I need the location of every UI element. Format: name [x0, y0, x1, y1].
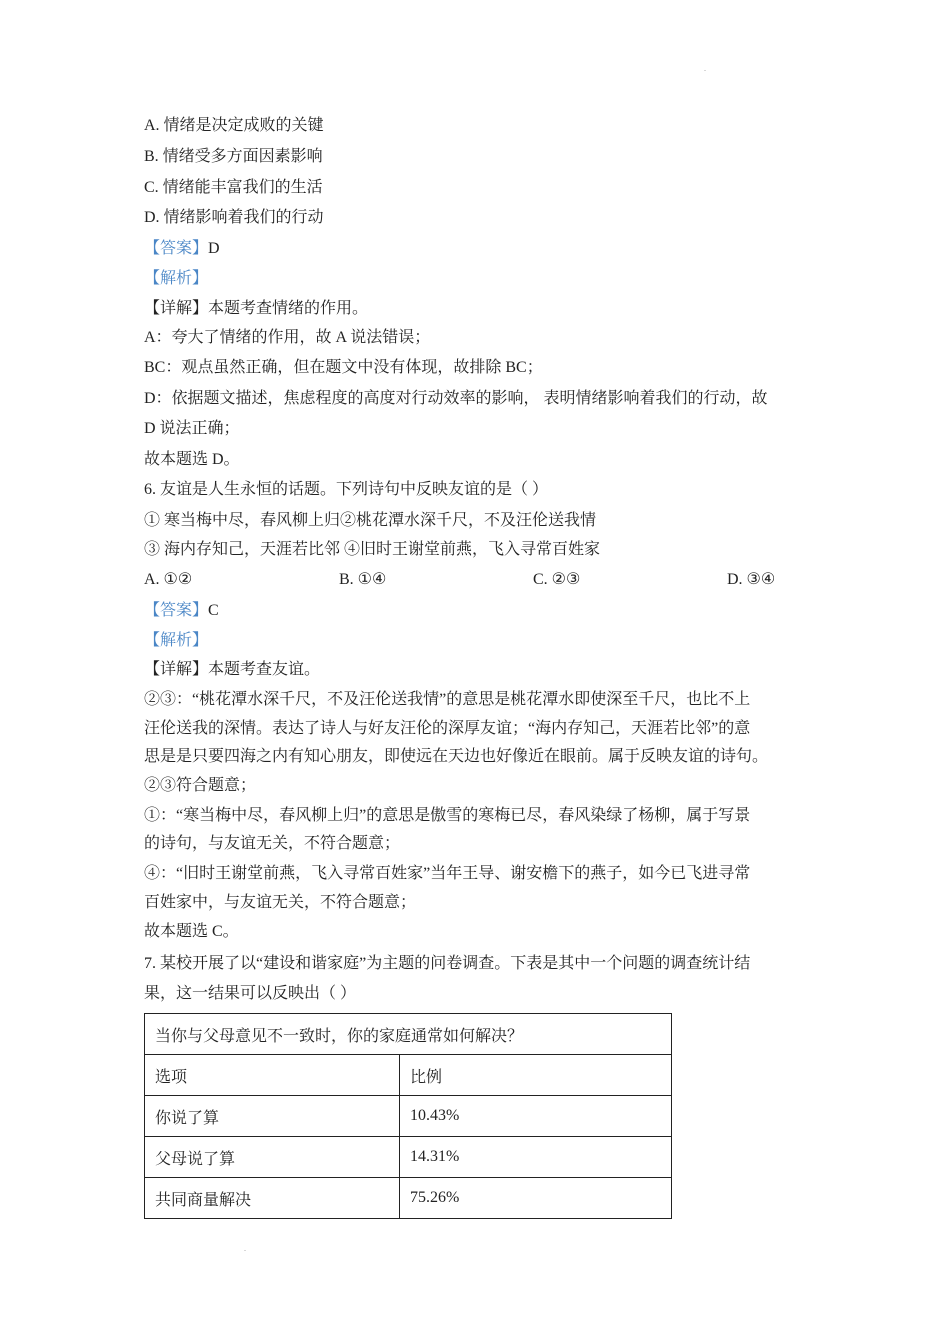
table-row — [145, 1055, 672, 1096]
q6-option-d: D. ③④ — [727, 571, 776, 588]
q6-item-line: ③ 海内存知己，天涯若比邻 ④旧时王谢堂前燕，飞入寻常百姓家 — [144, 541, 601, 558]
q6-detail-line: 思是是只要四海之内有知心朋友，即使远在天边也好像近在眼前。属于反映友谊的诗句。 — [144, 748, 769, 765]
q6-option-a: A. ①② — [144, 571, 193, 588]
q5-detail-line: A：夸大了情绪的作用，故 A 说法错误； — [144, 329, 431, 346]
q6-detail-line: ④：“旧时王谢堂前燕，飞入寻常百姓家”当年王导、谢安檐下的燕子，如今已飞进寻常 — [144, 865, 751, 882]
q5-option-b: B. 情绪受多方面因素影响 — [144, 148, 323, 165]
q7-stem-line: 7. 某校开展了以“建设和谐家庭”为主题的问卷调查。下表是其中一个问题的调查统计结 — [144, 955, 751, 972]
table-row — [145, 1137, 672, 1178]
table-row — [145, 1096, 672, 1137]
answer-value: C — [208, 602, 219, 619]
q6-detail-line: 百姓家中，与友谊无关，不符合题意； — [144, 894, 417, 911]
q5-option-c: C. 情绪能丰富我们的生活 — [144, 179, 323, 196]
q5-detail-line: 【详解】本题考查情绪的作用。 — [144, 300, 369, 317]
page-mark: . — [704, 64, 706, 73]
q6-detail-line: 汪伦送我的深情。表达了诗人与好友汪伦的深厚友谊；“海内存知己，天涯若比邻”的意 — [144, 720, 751, 737]
q5-analysis-label: 【解析】 — [144, 270, 209, 287]
q5-option-a: A. 情绪是决定成败的关键 — [144, 117, 324, 134]
table-cell: 14.31% — [400, 1137, 672, 1178]
q6-option-c: C. ②③ — [533, 571, 581, 588]
q5-detail-line: BC：观点虽然正确，但在题文中没有体现，故排除 BC； — [144, 359, 543, 376]
table-row — [145, 1178, 672, 1219]
q5-option-d: D. 情绪影响着我们的行动 — [144, 209, 324, 226]
page-mark: . — [244, 1244, 246, 1253]
q6-option-b: B. ①④ — [339, 571, 387, 588]
answer-value: D — [208, 240, 220, 257]
q5-detail-line: D：依据题文描述，焦虑程度的高度对行动效率的影响， 表明情绪影响着我们的行动，故 — [144, 390, 768, 407]
q6-detail-line: 的诗句，与友谊无关，不符合题意； — [144, 835, 401, 852]
table-cell: 共同商量解决 — [145, 1178, 400, 1219]
q6-detail-line: ①：“寒当梅中尽，春风柳上归”的意思是傲雪的寒梅已尽，春风染绿了杨柳，属于写景 — [144, 807, 751, 824]
table-cell: 10.43% — [400, 1096, 672, 1137]
answer-label: 【答案】 — [144, 602, 209, 619]
answer-label: 【答案】 — [144, 240, 209, 257]
q6-answer — [144, 601, 219, 621]
q5-answer — [144, 239, 220, 259]
q6-detail-line: 【详解】本题考查友谊。 — [144, 661, 321, 678]
table-cell: 父母说了算 — [145, 1137, 400, 1178]
q6-detail-line: ②③：“桃花潭水深千尺，不及汪伦送我情”的意思是桃花潭水即使深至千尺，也比不上 — [144, 691, 751, 708]
q5-detail-line: 故本题选 D。 — [144, 451, 240, 468]
q6-detail-line: ②③符合题意； — [144, 777, 257, 794]
table-cell: 75.26% — [400, 1178, 672, 1219]
q5-detail-line: D 说法正确； — [144, 420, 240, 437]
q6-item-line: ① 寒当梅中尽，春风柳上归②桃花潭水深千尺，不及汪伦送我情 — [144, 512, 597, 529]
q6-analysis-label: 【解析】 — [144, 632, 209, 649]
table-header-ratio: 比例 — [400, 1055, 672, 1096]
q6-detail-line: 故本题选 C。 — [144, 923, 239, 940]
table-question: 当你与父母意见不一致时，你的家庭通常如何解决？ — [145, 1014, 672, 1055]
survey-table — [144, 1013, 672, 1219]
table-header-option: 选项 — [145, 1055, 400, 1096]
table-row — [145, 1014, 672, 1055]
q7-stem-line: 果，这一结果可以反映出（ ） — [144, 985, 357, 1002]
table-cell: 你说了算 — [145, 1096, 400, 1137]
q6-stem: 6. 友谊是人生永恒的话题。下列诗句中反映友谊的是（ ） — [144, 481, 549, 498]
